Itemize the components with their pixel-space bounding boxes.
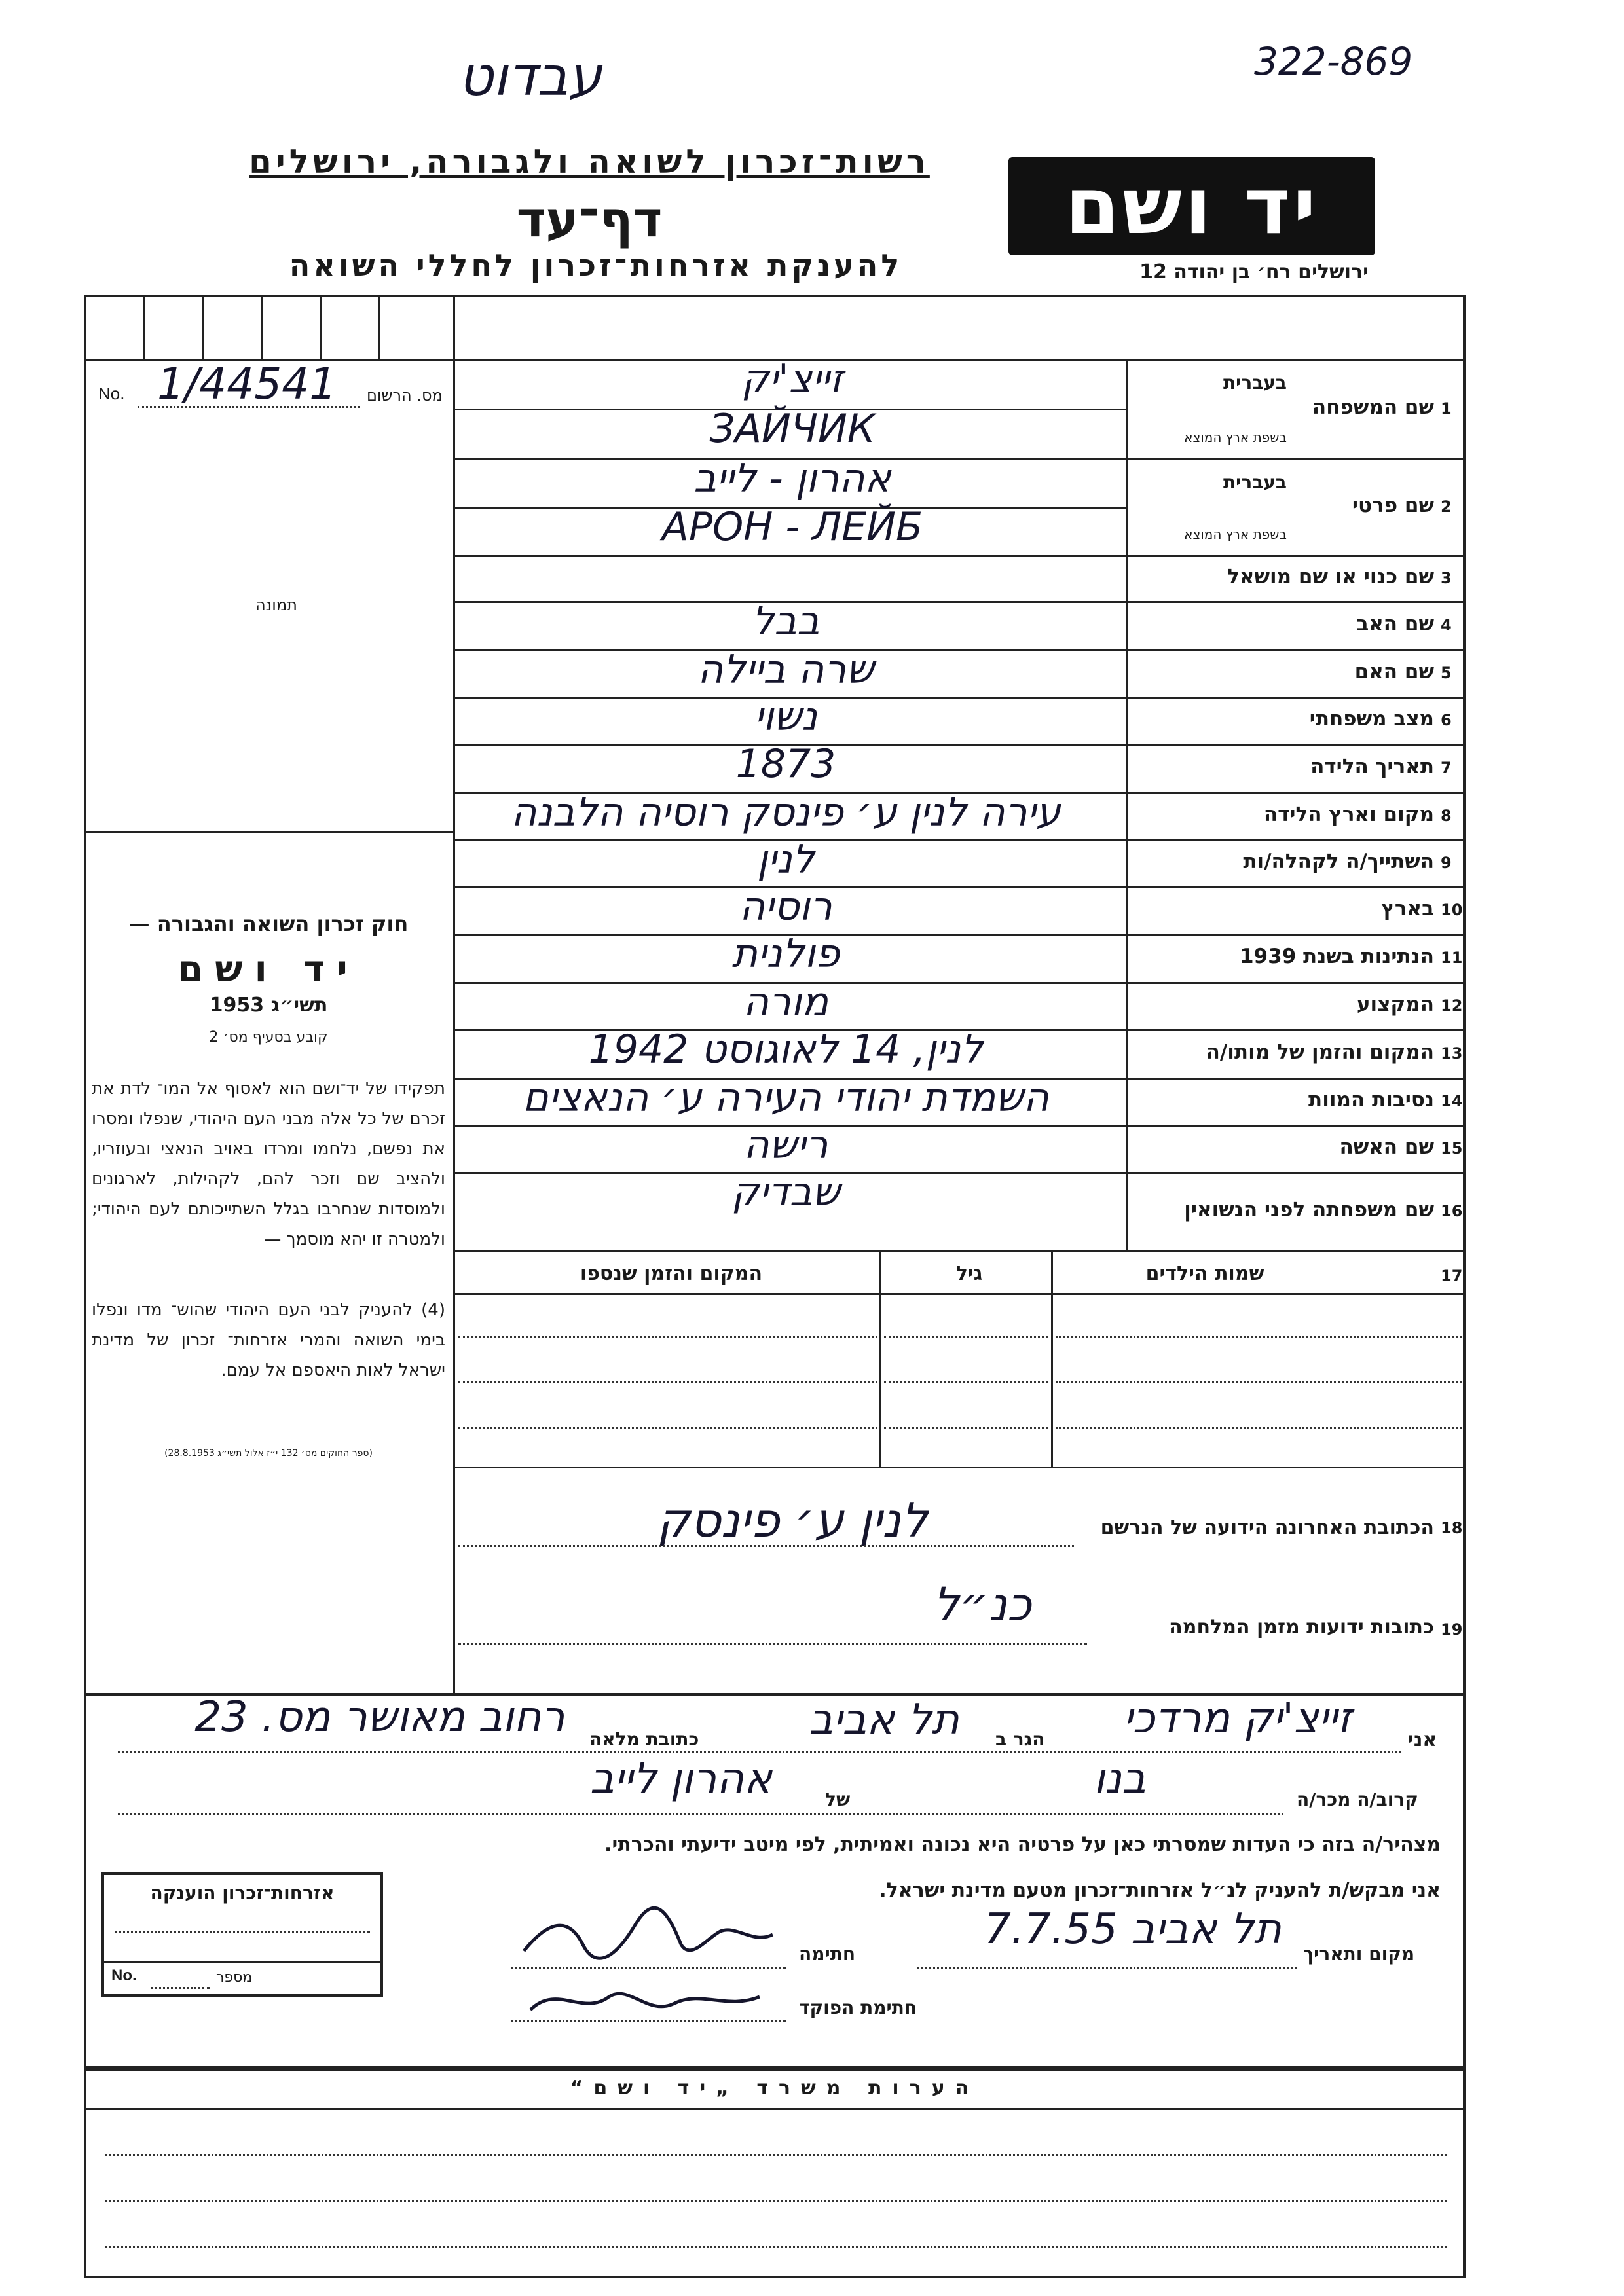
field-1-value-original: ЗАЙЧИК xyxy=(709,406,876,452)
field-10-label: בארץ xyxy=(1381,897,1434,920)
award-box-number-label: מספר xyxy=(216,1969,253,1986)
field-19-label: כתובות ידועות מזמן המלחמה xyxy=(1169,1616,1434,1639)
field-8-value: עירה לנין ע׳ פינסק רוסיה הלבנה xyxy=(511,790,1061,835)
field-10-number: 10 xyxy=(1441,901,1463,919)
field-2-label: שם פרטי xyxy=(1352,494,1434,517)
children-place-header: המקום והזמן שנספו xyxy=(580,1262,763,1285)
field-8-label: מקום וארץ הלידה xyxy=(1263,803,1434,826)
declaration-statement-2: אני מבקש/ת להעניק לנ״ל אזרחות־זכרון מטעם מדינת ישראל. xyxy=(879,1879,1441,1902)
form-subtitle: להענקת אזרחות־זכרון לחללי השואה xyxy=(289,247,903,283)
declarant-residing-label: הגר ב xyxy=(995,1728,1045,1750)
place-date-value: תל אביב 7.7.55 xyxy=(984,1905,1282,1954)
handwritten-header-note: עבדוט xyxy=(458,46,602,108)
field-5-value: שרה ביילה xyxy=(697,647,874,693)
field-2-number: 2 xyxy=(1441,498,1452,516)
field-12-value: מורה xyxy=(743,979,829,1025)
field-16-value: שבדיק xyxy=(731,1169,840,1215)
declarant-address: רחוב מאושר מס. 23 xyxy=(194,1693,565,1741)
field-4-value: בבל xyxy=(752,598,820,644)
field-5-label: שם האם xyxy=(1354,660,1434,683)
field-16-number: 16 xyxy=(1441,1202,1463,1220)
field-19-value: כנ״ל xyxy=(933,1578,1031,1631)
field-7-label: תאריך הלידה xyxy=(1310,755,1434,778)
field-18-label: הכתובת האחרונה הידועה של הנרשם xyxy=(1100,1516,1434,1539)
field-2-value-original: АРОН - ЛЕЙБ xyxy=(661,504,923,550)
children-names-header: שמות הילדים xyxy=(1145,1262,1264,1285)
field-9-number: 9 xyxy=(1441,854,1452,872)
declarant-name: זייצ'יק מרדכי xyxy=(1123,1694,1352,1743)
law-section: קובע בסעיף מס׳ 2 xyxy=(209,1029,328,1046)
field-11-number: 11 xyxy=(1441,949,1463,967)
field-12-number: 12 xyxy=(1441,996,1463,1015)
signature-label: חתימה xyxy=(799,1943,856,1965)
law-year: תשי״ג 1953 xyxy=(209,994,328,1017)
field-9-value: לנין xyxy=(757,837,815,883)
institution-address: ירושלים רח׳ בן יהודה 12 xyxy=(1139,261,1369,283)
law-reference: (ספר החוקים מס׳ 132 י״ז אלול תשי״ג 28.8.1953) xyxy=(164,1448,373,1459)
field-7-number: 7 xyxy=(1441,759,1452,777)
field-2-value-hebrew: אהרון - לייב xyxy=(693,456,891,501)
field-4-label: שם האב xyxy=(1356,612,1434,636)
row-divider xyxy=(454,555,1466,557)
field-6-number: 6 xyxy=(1441,711,1452,729)
field-1-number: 1 xyxy=(1441,399,1452,418)
field-1-value-hebrew: זייצ'יק xyxy=(741,356,843,402)
declarant-of-label: של xyxy=(825,1789,851,1810)
yad-vashem-logo: יד ושם xyxy=(1008,157,1375,255)
field-12-label: המקצוע xyxy=(1356,993,1434,1016)
field-6-label: מצב משפחתי xyxy=(1309,707,1434,731)
law-name: יד ושם xyxy=(177,948,360,991)
field-3-number: 3 xyxy=(1441,569,1452,587)
field-1-hebrew-sublabel: בעברית xyxy=(1223,372,1287,393)
field-14-label: נסיבות המוות xyxy=(1308,1088,1434,1112)
children-age-header: גיל xyxy=(955,1262,983,1285)
field-14-number: 14 xyxy=(1441,1092,1463,1110)
field-7-value: 1873 xyxy=(735,741,836,787)
field-15-value: רישה xyxy=(743,1122,828,1168)
field-18-value: לנין ע׳ פינסק xyxy=(657,1493,928,1548)
declarant-of-name: אהרון לייב xyxy=(590,1755,772,1803)
field-8-number: 8 xyxy=(1441,807,1452,825)
field-4-number: 4 xyxy=(1441,616,1452,634)
children-row-number: 17 xyxy=(1441,1267,1463,1285)
field-3-label: שם כנוי או שם מושאל xyxy=(1227,565,1434,589)
field-16-label: שם משפחתה לפני הנשואין xyxy=(1184,1198,1434,1222)
field-18-number: 18 xyxy=(1441,1519,1463,1537)
remarks-title: הערות משרד „יד ושם“ xyxy=(570,2077,980,2100)
field-1-origin-sublabel: בשפת ארץ המוצא xyxy=(1184,429,1287,445)
field-10-value: רוסיה xyxy=(739,884,832,930)
award-box-title: אזרחות־זכרון הוענקה xyxy=(150,1882,335,1904)
registration-number-prefix: No. xyxy=(98,384,125,403)
officer-signature-label: חתימת הפוקד xyxy=(799,1997,917,2018)
field-11-value: פולנית xyxy=(731,931,840,977)
field-13-value: לנין, 14 לאוגוסט 1942 xyxy=(588,1027,984,1072)
document-reference-number: 322-869 xyxy=(1254,39,1413,84)
field-19-number: 19 xyxy=(1441,1620,1463,1639)
declarant-relation-label: קרוב/ה מכר/ה xyxy=(1297,1789,1418,1810)
registration-label: מס. הרשום xyxy=(367,386,443,405)
award-box-no-prefix: No. xyxy=(111,1967,137,1984)
field-13-label: המקום והזמן של מותו/ה xyxy=(1206,1040,1434,1064)
field-11-label: הנתינות בשנת 1939 xyxy=(1239,945,1434,968)
declaration-statement-1: מצהיר/ה בזה כי העדות שמסרתי כאן על פרטיה היא נכונה ואמיתית, לפי מיטב ידיעתי והכרתי. xyxy=(604,1833,1441,1856)
law-title: חוק זכרון השואה והגבורה — xyxy=(128,911,409,936)
registration-number-value: 1/44541 xyxy=(157,359,337,409)
declarant-signature xyxy=(511,1899,786,1971)
field-2-hebrew-sublabel: בעברית xyxy=(1223,471,1287,493)
declarant-relation: בנו xyxy=(1093,1755,1147,1803)
field-9-label: השתייך/ה לקהלה/ות xyxy=(1243,850,1434,873)
field-5-number: 5 xyxy=(1441,664,1452,682)
place-date-label: מקום ותאריך xyxy=(1303,1943,1415,1965)
authority-name: רשות־זכרון לשואה ולגבורה, ירושלים xyxy=(249,143,930,181)
declarant-city: תל אביב xyxy=(809,1696,959,1744)
field-13-number: 13 xyxy=(1441,1044,1463,1063)
form-title: דף־עד xyxy=(516,190,663,248)
field-6-value: נשוי xyxy=(754,694,818,740)
law-text-paragraph-2: (4) להעניק לבני העם היהודי שהוש־ מדו ונפלו בימי השואה והמרי אזרחות־ זכרון של מדינת ישראל לאות היאספם אל עמם. xyxy=(92,1300,445,1380)
field-15-label: שם האשה xyxy=(1339,1135,1434,1159)
law-text-paragraph-1: תפקידו של יד־ושם הוא לאסוף אל המו־ לדת את זכרם של כל אלה מבני העם היהודי, שנפלו ומסרו את נפשם, נלחמו ומרדו באויב הנאצי ובעוזריו, ולהציב שם וזכר להם, לקהילות, לארגונים ולמוסדות שנחרבו בגלל השתייכותם לעם היהודי; ולמטרה זו יהא מוסמך — xyxy=(92,1079,445,1249)
declarant-address-label: כתובת מלאה xyxy=(589,1728,699,1750)
field-2-origin-sublabel: בשפת ארץ המוצא xyxy=(1184,526,1287,542)
field-15-number: 15 xyxy=(1441,1139,1463,1157)
field-14-value: השמדת יהודי העירה ע׳ הנאצים xyxy=(523,1075,1049,1121)
field-1-label: שם המשפחה xyxy=(1312,395,1434,419)
photo-placeholder-label: תמונה xyxy=(255,596,297,614)
declarant-ani: אני xyxy=(1408,1728,1437,1751)
